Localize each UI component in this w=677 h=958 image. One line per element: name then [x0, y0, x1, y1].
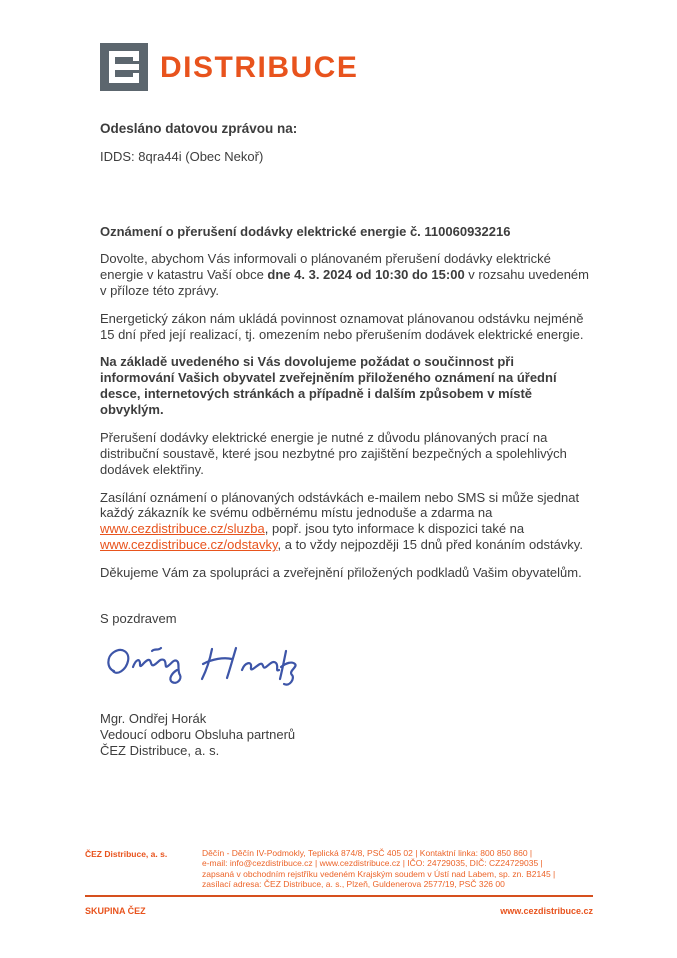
brand-wordmark: DISTRIBUCE	[160, 51, 359, 84]
footer-bottom-row	[85, 906, 593, 916]
signer-role: Vedoucí odboru Obsluha partnerů	[100, 726, 296, 742]
paragraph-subscription-text: Zasílání oznámení o plánovaných odstávkách e-mailem nebo SMS si může sjednat každý zákazník ke svému odběrnému místu jednoduše a zdarma na	[100, 489, 580, 521]
paragraph-intro-tail: v rozsahu uvedeném v příloze této zprávy.	[100, 267, 589, 298]
handwritten-signature	[100, 637, 330, 699]
letter-body	[100, 121, 589, 759]
footer-line-registry: zapsaná v obchodním rejstříku vedeném Krajským soudem v Ústí nad Labem, sp. zn. B2145 |	[202, 868, 556, 879]
outage-datetime: dne 4. 3. 2024 od 10:30 do 15:00	[267, 267, 465, 283]
link-odstavky[interactable]: www.cezdistribuce.cz/odstavky	[100, 537, 278, 553]
paragraph-intro	[100, 251, 589, 299]
signer-company: ČEZ Distribuce, a. s.	[100, 743, 220, 759]
footer-website: www.cezdistribuce.cz	[500, 906, 593, 917]
recipient-idds: IDDS: 8qra44i (Obec Nekoř)	[100, 149, 264, 165]
paragraph-reason: Přerušení dodávky elektrické energie je nutné z důvodu plánovaných prací na distribuční soustavě, které jsou nezbytné pro zajištění bezpečných a spolehlivých dodávek elektřiny.	[100, 429, 567, 477]
footer-company-row	[85, 848, 593, 889]
link-sluzba[interactable]: www.cezdistribuce.cz/sluzba	[100, 521, 265, 537]
cez-logo-icon	[100, 43, 148, 91]
brand-header	[100, 43, 358, 91]
footer	[85, 848, 593, 916]
paragraph-subscription-tail: , a to vždy nejpozději 15 dnů před konáním odstávky.	[277, 537, 583, 553]
footer-line-mailing: zasílací adresa: ČEZ Distribuce, a. s., Plzeň, Guldenerova 2577/19, PSČ 326 00	[202, 879, 505, 890]
sent-via-label: Odesláno datovou zprávou na:	[100, 121, 298, 136]
signer-name: Mgr. Ondřej Horák	[100, 710, 207, 726]
paragraph-law: Energetický zákon nám ukládá povinnost oznamovat plánovanou odstávku nejméně 15 dní před její realizací, tj. omezením nebo přerušením dodávek elektrické energie.	[100, 310, 584, 342]
paragraph-subscription-mid: , popř. jsou tyto informace k dispozici také na	[264, 521, 525, 537]
footer-company-name: ČEZ Distribuce, a. s.	[85, 849, 168, 859]
footer-line-address: Děčín - Děčín IV-Podmokly, Teplická 874/8, PSČ 405 02 | Kontaktní linka: 800 850 860 |	[202, 848, 533, 858]
paragraph-intro-text: Dovolte, abychom Vás informovali o plánovaném přerušení dodávky elektrické energie v katastru Vaší obce	[100, 251, 551, 283]
paragraph-thanks: Děkujeme Vám za spolupráci a zveřejnění přiložených podkladů Vašim obyvatelům.	[100, 564, 582, 580]
signature-block	[100, 711, 589, 760]
paragraph-subscription	[100, 490, 589, 553]
footer-divider	[85, 895, 593, 897]
footer-line-contacts: e-mail: info@cezdistribuce.cz | www.cezdistribuce.cz | IČO: 24729035, DIČ: CZ24729035 |	[202, 858, 543, 869]
closing-salutation: S pozdravem	[100, 610, 177, 626]
paragraph-request: Na základě uvedeného si Vás dovolujeme požádat o součinnost při informování Vašich obyvatel zveřejněním přiloženého oznámení na úřední desce, internetových stránkách a případně i dalším způsobem v místě obvyklým.	[100, 354, 557, 418]
letter-subject: Oznámení o přerušení dodávky elektrické energie č. 110060932216	[100, 224, 511, 240]
group-label: SKUPINA ČEZ	[85, 906, 146, 917]
footer-company-details	[202, 848, 555, 889]
